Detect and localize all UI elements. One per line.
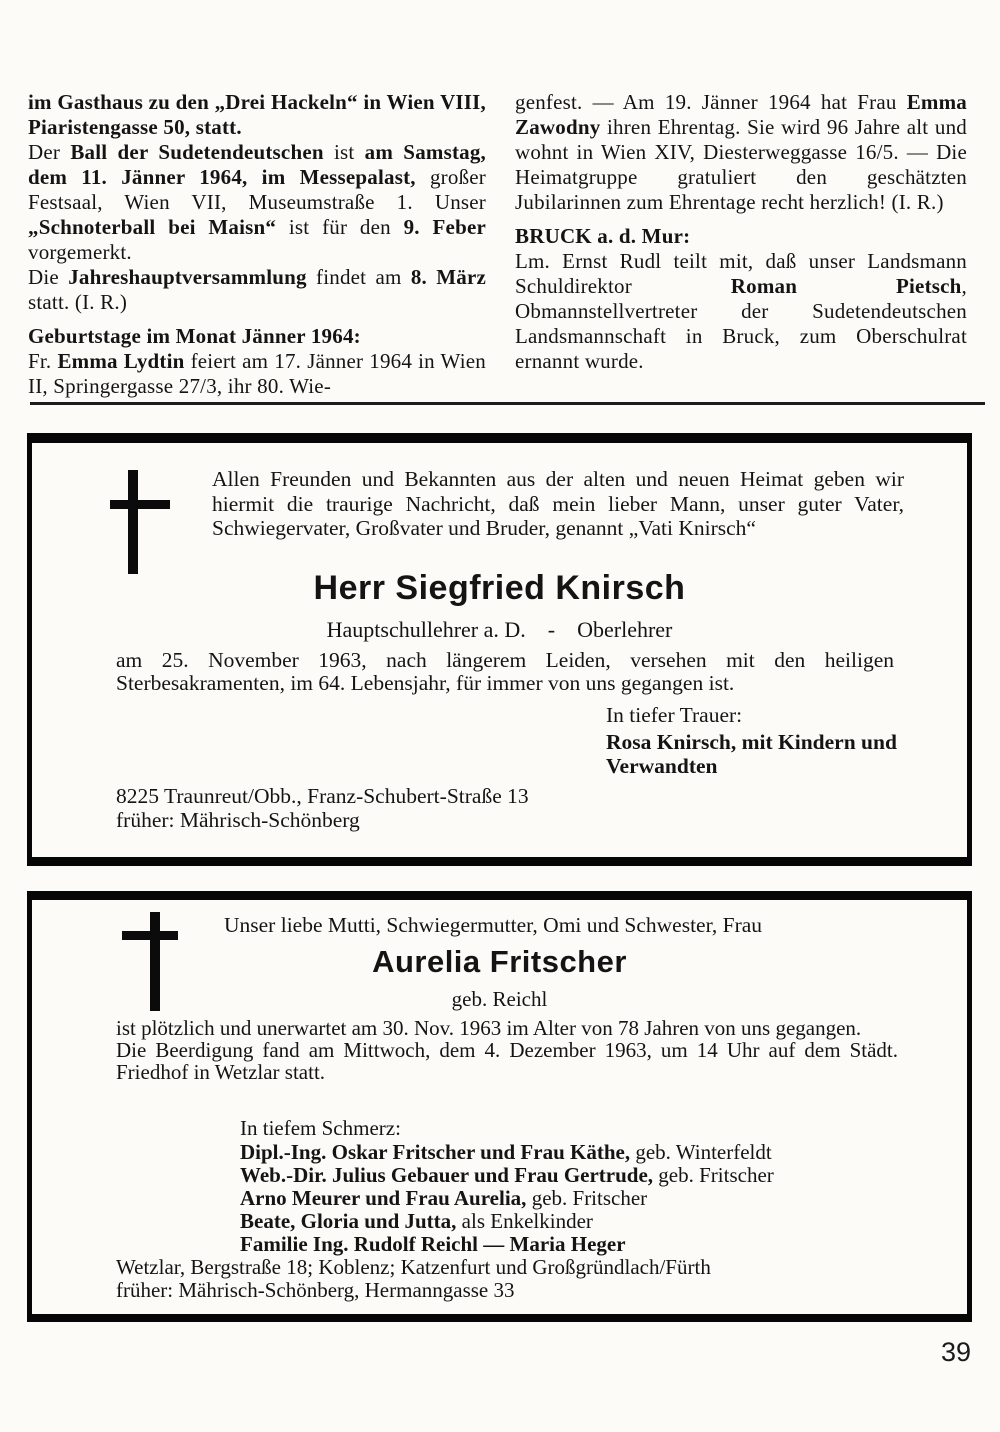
deceased-name: Aurelia Fritscher (372, 944, 627, 979)
news-column-right (515, 90, 967, 374)
page-number: 39 (940, 1337, 971, 1367)
news-paragraph-ball: Der Ball der Sudetendeutschen ist am Samstag, dem 11. Jänner 1964, im Messepalast, großer Festsaal, Wien VII, Museumstraße 1. Unser „Schnoterball bei Maisn“ ist für den 9. Feber vorgemerkt. (28, 140, 486, 264)
address-line: Wetzlar, Bergstraße 18; Koblenz; Katzenfurt und Großgründlach/Fürth (116, 1255, 711, 1279)
obituary-siegfried-knirsch (27, 433, 972, 866)
news-paragraph-jahreshauptversammlung: Die Jahreshauptversammlung findet am 8. März statt. (I. R.) (28, 265, 486, 314)
deceased-name: Herr Siegfried Knirsch (313, 569, 686, 607)
mourners-names: Rosa Knirsch, mit Kindern und Verwandten (606, 730, 897, 778)
mourning-label: In tiefem Schmerz: (240, 1116, 401, 1140)
mourner-line: Arno Meurer und Frau Aurelia, geb. Fritscher (240, 1186, 648, 1210)
mourner-line: Dipl.-Ing. Oskar Fritscher und Frau Käthe, geb. Winterfeldt (240, 1140, 772, 1164)
mourner-list (240, 1141, 940, 1256)
section-heading-geburtstage: Geburtstage im Monat Jänner 1964: (28, 324, 361, 348)
cross-horizontal-bar (122, 931, 178, 940)
news-paragraph-venue: im Gasthaus zu den „Drei Hackeln“ in Wien VIII, Piaristengasse 50, statt. (28, 90, 486, 139)
news-column-left (28, 90, 486, 399)
former-residence-line: früher: Mährisch-Schönberg, Hermanngasse 33 (116, 1278, 515, 1302)
deceased-profession: Hauptschullehrer a. D. - Oberlehrer (326, 617, 673, 642)
news-paragraph-lydtin: Fr. Emma Lydtin feiert am 17. Jänner 1964 in Wien II, Springergasse 27/3, ihr 80. Wie- (28, 349, 486, 398)
news-paragraph-pietsch: Lm. Ernst Rudl teilt mit, daß unser Landsmann Schuldirektor Roman Pietsch, Obmannstellvertreter der Sudetendeutschen Landsmannschaft in Bruck, zum Oberschulrat ernannt wurde. (515, 249, 967, 373)
address-line: 8225 Traunreut/Obb., Franz-Schubert-Straße 13 (116, 784, 529, 808)
obituary-death-notice: am 25. November 1963, nach längerem Leiden, versehen mit den heiligen Sterbesakramenten, im 64. Lebensjahr, für immer von uns gegangen ist. (116, 648, 894, 695)
latin-cross-icon (110, 470, 170, 574)
news-paragraph-zawodny: genfest. — Am 19. Jänner 1964 hat Frau Emma Zawodny ihren Ehrentag. Sie wird 96 Jahre alt und wohnt in Wien XIV, Diesterweggasse 16/5. — Die Heimatgruppe gratuliert den geschätzten Jubilarinnen zum Ehrentage recht herzlich! (I. R.) (515, 90, 967, 214)
former-residence-line: früher: Mährisch-Schönberg (116, 808, 360, 832)
obituary-intro-text: Unser liebe Mutti, Schwiegermutter, Omi und Schwester, Frau (224, 913, 763, 937)
obituary-death-notice (116, 1017, 898, 1084)
mourning-label: In tiefer Trauer: (606, 703, 743, 727)
cross-vertical-bar (128, 470, 138, 574)
obituary-intro-text: Allen Freunden und Bekannten aus der alten und neuen Heimat geben wir hiermit die traurige Nachricht, daß mein lieber Mann, unser guter Vater, Schwiegervater, Großvater und Bruder, genannt „Vati Knirsch“ (212, 467, 904, 540)
funeral-notice-line: Die Beerdigung fand am Mittwoch, dem 4. Dezember 1963, um 14 Uhr auf dem Städt. Friedhof in Wetzlar statt. (116, 1038, 898, 1085)
section-divider-rule (30, 402, 985, 405)
death-notice-line: ist plötzlich und unerwartet am 30. Nov. 1963 im Alter von 78 Jahren von uns gegangen. (116, 1016, 862, 1040)
maiden-name: geb. Reichl (451, 987, 548, 1011)
mourner-line: Beate, Gloria und Jutta, als Enkelkinder (240, 1209, 593, 1233)
obituary-aurelia-fritscher (27, 891, 972, 1322)
section-heading-bruck: BRUCK a. d. Mur: (515, 224, 691, 248)
mourner-line: Web.-Dir. Julius Gebauer und Frau Gertrude, geb. Fritscher (240, 1163, 774, 1187)
mourner-line: Familie Ing. Rudolf Reichl — Maria Heger (240, 1232, 626, 1256)
cross-horizontal-bar (110, 500, 170, 509)
